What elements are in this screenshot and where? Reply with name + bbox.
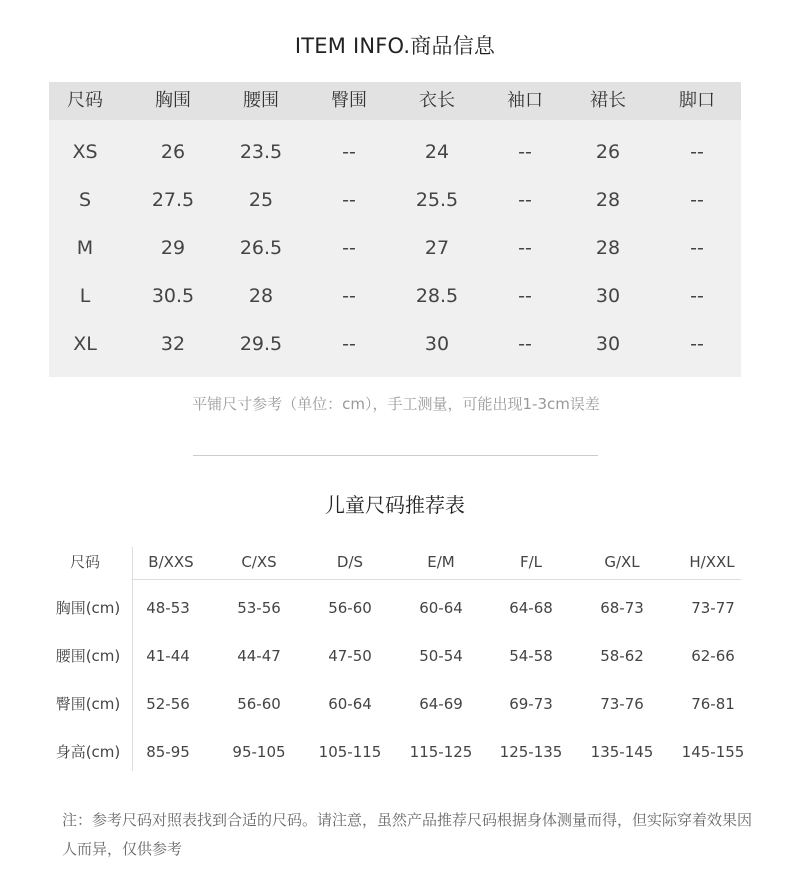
size-table xyxy=(49,82,741,377)
size-cell: 30 xyxy=(424,333,450,355)
size-cell: -- xyxy=(518,333,532,355)
kids-cell: 135-145 xyxy=(590,743,654,761)
kids-header-cell: E/M xyxy=(427,553,455,571)
kids-table-header-line xyxy=(133,579,741,580)
kids-cell: 69-73 xyxy=(509,695,553,713)
section-divider xyxy=(193,455,598,456)
size-cell: 27.5 xyxy=(151,189,195,211)
size-cell: -- xyxy=(690,333,704,355)
size-cell: 27 xyxy=(424,237,450,259)
size-cell: -- xyxy=(518,189,532,211)
kids-cell: 115-125 xyxy=(409,743,473,761)
kids-cell: 53-56 xyxy=(237,599,281,617)
size-cell: -- xyxy=(690,285,704,307)
size-cell: 25.5 xyxy=(415,189,459,211)
size-cell: 28 xyxy=(595,189,621,211)
size-table-row xyxy=(49,176,741,224)
kids-cell: 56-60 xyxy=(237,695,281,713)
kids-header-cell: C/XS xyxy=(241,553,277,571)
kids-cell: 60-64 xyxy=(328,695,372,713)
kids-table-row xyxy=(49,728,745,776)
kids-cell: 95-105 xyxy=(232,743,286,761)
size-cell: -- xyxy=(342,285,356,307)
size-cell: -- xyxy=(342,237,356,259)
size-cell: -- xyxy=(518,285,532,307)
size-table-row xyxy=(49,128,741,176)
kids-cell: 64-68 xyxy=(509,599,553,617)
kids-row-label: 腰围(cm) xyxy=(55,647,121,665)
size-header-cell: 尺码 xyxy=(67,90,103,111)
size-cell: 28.5 xyxy=(415,285,459,307)
size-cell: 30 xyxy=(595,285,621,307)
kids-cell: 56-60 xyxy=(328,599,372,617)
size-cell: XS xyxy=(72,141,98,163)
size-cell: 32 xyxy=(160,333,186,355)
kids-cell: 47-50 xyxy=(328,647,372,665)
kids-table-row xyxy=(49,632,741,680)
size-cell: -- xyxy=(518,141,532,163)
kids-cell: 58-62 xyxy=(600,647,644,665)
kids-row-label: 身高(cm) xyxy=(55,743,121,761)
size-table-row xyxy=(49,224,741,272)
kids-cell: 68-73 xyxy=(600,599,644,617)
kids-header-cell: G/XL xyxy=(604,553,640,571)
kids-header-cell: B/XXS xyxy=(148,553,194,571)
size-cell: 30.5 xyxy=(151,285,195,307)
size-cell: -- xyxy=(690,237,704,259)
size-header-cell: 胸围 xyxy=(155,90,191,111)
kids-cell: 41-44 xyxy=(146,647,190,665)
kids-cell: 64-69 xyxy=(419,695,463,713)
kids-cell: 105-115 xyxy=(318,743,382,761)
size-header-cell: 脚口 xyxy=(679,90,715,111)
size-cell: -- xyxy=(690,189,704,211)
measurement-note: 平铺尺寸参考（单位：cm），手工测量，可能出现1-3cm误差 xyxy=(192,395,600,413)
kids-cell: 44-47 xyxy=(237,647,281,665)
kids-cell: 73-76 xyxy=(600,695,644,713)
kids-cell: 54-58 xyxy=(509,647,553,665)
footer-note: 注：参考尺码对照表找到合适的尺码。请注意，虽然产品推荐尺码根据身体测量而得，但实际穿着效果因人而异，仅供参考 xyxy=(62,811,753,858)
item-info-title: ITEM INFO.商品信息 xyxy=(294,34,496,58)
kids-cell: 52-56 xyxy=(146,695,190,713)
kids-row-label: 臀围(cm) xyxy=(55,695,121,713)
size-cell: -- xyxy=(342,189,356,211)
size-cell: 24 xyxy=(424,141,450,163)
kids-cell: 50-54 xyxy=(419,647,463,665)
kids-cell: 62-66 xyxy=(691,647,735,665)
size-cell: 30 xyxy=(595,333,621,355)
size-header-cell: 衣长 xyxy=(419,90,455,111)
size-header-cell: 腰围 xyxy=(243,90,279,111)
size-cell: L xyxy=(79,285,91,307)
size-cell: S xyxy=(78,189,92,211)
size-cell: 28 xyxy=(248,285,274,307)
size-table-row xyxy=(49,320,741,368)
size-cell: 26.5 xyxy=(239,237,283,259)
size-table-header xyxy=(49,82,741,120)
size-cell: 28 xyxy=(595,237,621,259)
kids-header-cell: H/XXL xyxy=(689,553,735,571)
kids-cell: 125-135 xyxy=(499,743,563,761)
size-header-cell: 裙长 xyxy=(590,90,626,111)
kids-header-cell: D/S xyxy=(336,553,364,571)
size-cell: 26 xyxy=(160,141,186,163)
size-header-cell: 袖口 xyxy=(507,90,543,111)
kids-size-table xyxy=(49,545,745,771)
size-cell: -- xyxy=(518,237,532,259)
kids-header-cell: F/L xyxy=(519,553,543,571)
kids-cell: 60-64 xyxy=(419,599,463,617)
size-cell: 26 xyxy=(595,141,621,163)
size-cell: 29 xyxy=(160,237,186,259)
kids-table-row xyxy=(49,680,741,728)
kids-header-cell: 尺码 xyxy=(69,553,100,571)
kids-table-header xyxy=(49,545,741,579)
kids-cell: 48-53 xyxy=(146,599,190,617)
size-cell: -- xyxy=(690,141,704,163)
size-table-row xyxy=(49,272,741,320)
kids-cell: 145-155 xyxy=(681,743,745,761)
size-cell: M xyxy=(76,237,94,259)
size-cell: 25 xyxy=(248,189,274,211)
kids-size-title: 儿童尺码推荐表 xyxy=(325,493,465,517)
size-cell: -- xyxy=(342,141,356,163)
kids-table-row xyxy=(49,584,741,632)
kids-cell: 76-81 xyxy=(691,695,735,713)
kids-row-label: 胸围(cm) xyxy=(55,599,121,617)
kids-cell: 73-77 xyxy=(691,599,735,617)
size-cell: 29.5 xyxy=(239,333,283,355)
kids-cell: 85-95 xyxy=(146,743,190,761)
size-cell: XL xyxy=(73,333,97,355)
size-cell: -- xyxy=(342,333,356,355)
size-header-cell: 臀围 xyxy=(331,90,367,111)
size-cell: 23.5 xyxy=(239,141,283,163)
